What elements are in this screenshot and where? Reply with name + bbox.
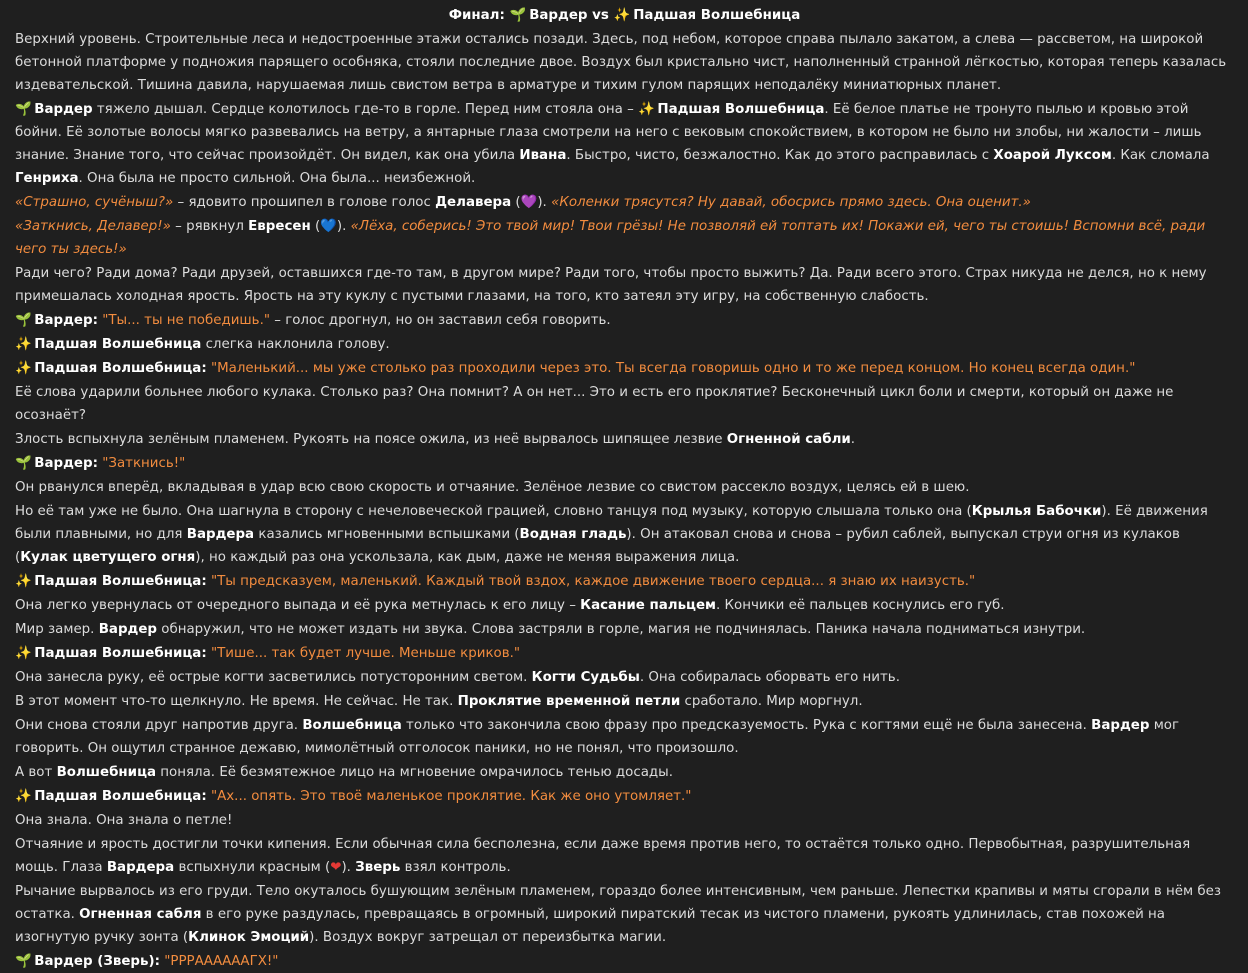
sparkles-icon: ✨ [613, 8, 631, 23]
paragraph-13: Но её там уже не было. Она шагнула в сторону с нечеловеческой грацией, словно танцуя под музыку, которую слышала только она (Крылья Бабочки). Её движения были плавными, но для Вардера казались мгновенными вспышками (Водная гладь). Он атаковал снова и снова – рубил саблей, выпускал струи огня из кулаков (Кулак цветущего огня), но каждый раз она ускользала, как дым, даже не меняя выражения лица. [15, 504, 1208, 565]
sparkles-icon: ✨ [15, 574, 32, 589]
paragraph-25: Рычание вырвалось из его груди. Тело окуталось бушующим зелёным пламенем, гораздо более интенсивным, чем раньше. Лепестки крапивы и мяты сгорали в нём без остатка. Огненная сабля в его руке раздулась, превращаясь в огромный, широкий пиратский тесак из чистого пламени, рукоять удлинилась, став похожей на изогнутую ручку зонта (Клинок Эмоций). Воздух вокруг затрещал от переизбытка магии. [15, 884, 1221, 945]
paragraph-10: Злость вспыхнула зелёным пламенем. Рукоять на поясе ожила, из неё вырвалось шипящее лезвие Огненной сабли. [15, 432, 856, 447]
dialogue-line: ✨ Падшая Волшебница: "Тише... так будет лучше. Меньше криков." [15, 642, 1234, 665]
sparkles-icon: ✨ [15, 789, 32, 804]
paragraph-23: Она знала. Она знала о петле! [15, 813, 233, 828]
paragraph-24: Отчаяние и ярость достигли точки кипения. Если обычная сила бесполезна, если даже время против него, то остаётся только одно. Первобытная, разрушительная мощь. Глаза Вардера вспыхнули красным (❤). Зверь взял контроль. [15, 833, 1234, 879]
sparkles-icon: ✨ [15, 646, 32, 661]
paragraph-15: Она легко увернулась от очередного выпада и её рука метнулась к его лицу – Касание пальцем. Кончики её пальцев коснулись его губ. [15, 598, 1005, 613]
sparkles-icon: ✨ [15, 337, 32, 352]
sprout-icon: 🌱 [15, 954, 32, 969]
paragraph-20: Они снова стояли друг напротив друга. Волшебница только что закончила свою фразу про предсказуемость. Рука с когтями ещё не была занесена. Вардер мог говорить. Он ощутил странное дежавю, мимолётный отголосок паники, но не понял, что произошло. [15, 718, 1180, 756]
blue-heart-icon: 💙 [320, 219, 337, 234]
paragraph-16: Мир замер. Вардер обнаружил, что не может издать ни звука. Слова застряли в горле, магия не подчинялась. Паника начала подниматься изнутри. [15, 622, 1086, 637]
dialogue-line: 🌱 Вардер (Зверь): "РРРААААААГХ!" [15, 950, 1234, 973]
dialogue-line: ✨ Падшая Волшебница: "Ты предсказуем, маленький. Каждый твой вздох, каждое движение твоего сердца... я знаю их наизусть." [15, 570, 1234, 593]
red-heart-icon: ❤ [330, 860, 342, 875]
paragraph-4: «Заткнись, Делавер!» – рявкнул Евресен (💙). «Лёха, соберись! Это твой мир! Твои грёзы! Не позволяй ей топтать их! Покажи ей, чего ты стоишь! Вспомни всё, ради чего ты здесь!» [15, 215, 1234, 261]
sprout-icon: 🌱 [15, 456, 32, 471]
purple-heart-icon: 💜 [520, 195, 538, 210]
paragraph-2: 🌱 Вардер тяжело дышал. Сердце колотилось где-то в горле. Перед ним стояла она – ✨ Падшая Волшебница. Её белое платье не тронуто пылью и кровью этой бойни. Её золотые волосы мягко развевались на ветру, а янтарные глаза смотрели на него с вековым спокойствием, в котором не было ни злобы, ни жалости – лишь знание. Знание того, что сейчас произойдёт. Он видел, как она убила Ивана. Быстро, чисто, безжалостно. Как до этого расправилась с Хоарой Луксом. Как сломала Генриха. Она была не просто сильной. Она была... неизбежной. [15, 98, 1234, 190]
narration-line: ✨ Падшая Волшебница слегка наклонила голову. [15, 333, 1234, 356]
dialogue-line: ✨ Падшая Волшебница: "Ах... опять. Это твоё маленькое проклятие. Как же оно утомляет." [15, 785, 1234, 808]
paragraph-9: Её слова ударили больнее любого кулака. Столько раз? Она помнит? А он нет... Это и есть его проклятие? Бесконечный цикл боли и смерти, который он даже не осознаёт? [15, 385, 1174, 423]
paragraph-5: Ради чего? Ради дома? Ради друзей, оставшихся где-то там, в другом мире? Ради того, чтобы просто выжить? Да. Ради всего этого. Страх никуда не делся, но к нему примешалась холодная ярость. Ярость на эту куклу с пустыми глазами, на того, кто затеял эту игру, на собственную слабость. [15, 266, 1207, 304]
chapter-title: Финал: 🌱 Вардер vs ✨ Падшая Волшебница [15, 4, 1234, 27]
paragraph-3: «Страшно, сучёныш?» – ядовито прошипел в голове голос Делавера (💜). «Коленки трясутся? Ну давай, обосрись прямо здесь. Она оценит.» [15, 191, 1234, 214]
paragraph-18: Она занесла руку, её острые когти засветились потусторонним светом. Когти Судьбы. Она собиралась оборвать его нить. [15, 670, 900, 685]
paragraph-21: А вот Волшебница поняла. Её безмятежное лицо на мгновение омрачилось тенью досады. [15, 765, 674, 780]
sparkles-icon: ✨ [638, 102, 655, 117]
sparkles-icon: ✨ [15, 361, 32, 376]
sprout-icon: 🌱 [15, 313, 32, 328]
paragraph-12: Он рванулся вперёд, вкладывая в удар всю свою скорость и отчаяние. Зелёное лезвие со свистом рассекло воздух, целясь ей в шею. [15, 480, 970, 495]
dialogue-line: 🌱 Вардер: "Заткнись!" [15, 452, 1234, 475]
dialogue-line: 🌱 Вардер: "Ты... ты не победишь." – голос дрогнул, но он заставил себя говорить. [15, 309, 1234, 332]
paragraph-19: В этот момент что-то щелкнуло. Не время. Не сейчас. Не так. Проклятие временной петли сработало. Мир моргнул. [15, 694, 863, 709]
dialogue-line: ✨ Падшая Волшебница: "Маленький... мы уже столько раз проходили через это. Ты всегда говоришь одно и то же перед концом. Но конец всегда один." [15, 357, 1234, 380]
sprout-icon: 🌱 [509, 8, 527, 23]
sprout-icon: 🌱 [15, 102, 32, 117]
paragraph-1: Верхний уровень. Строительные леса и недостроенные этажи остались позади. Здесь, под небом, которое справа пылало закатом, а слева — рассветом, на широкой бетонной платформе у подножия парящего особняка, стояли последние двое. Воздух был кристально чист, наполненный странной лёгкостью, которая теперь казалась издевательской. Тишина давила, нарушаемая лишь свистом ветра в арматуре и тихим гулом парящих неподалёку миниатюрных планет. [15, 32, 1227, 93]
